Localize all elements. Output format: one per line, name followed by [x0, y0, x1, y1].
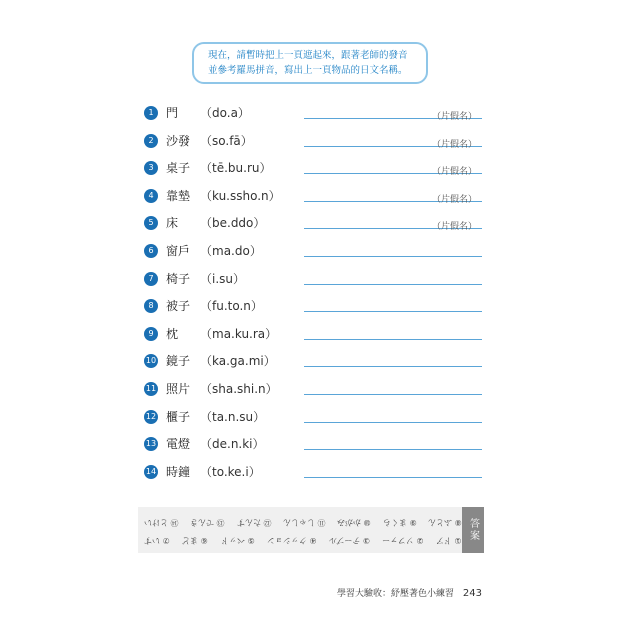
footer-title: 學習大驗收：紓壓著色小練習 — [337, 589, 455, 599]
answer-line[interactable] — [304, 477, 482, 478]
item-number: 9 — [144, 327, 158, 341]
answer-item: ⑨ まくら — [382, 517, 417, 527]
item-word: 沙發 — [166, 133, 191, 148]
page-number: 243 — [462, 588, 482, 599]
item-romaji: （do.a） — [200, 106, 250, 120]
answer-item: ⑫ たんす — [236, 517, 272, 527]
item-romaji: （ta.n.su） — [200, 409, 266, 424]
item-word: 時鐘 — [166, 464, 191, 479]
item-romaji: （be.ddo） — [200, 216, 266, 231]
item-romaji: （ma.ku.ra） — [200, 326, 278, 341]
vocab-row — [144, 324, 484, 344]
item-number: 1 — [144, 106, 158, 120]
vocab-row — [144, 158, 484, 178]
item-word: 門 — [166, 106, 179, 120]
item-word: 照片 — [166, 382, 191, 396]
page-footer — [337, 586, 482, 599]
vocab-row — [144, 379, 484, 399]
item-romaji: （so.fā） — [200, 133, 253, 148]
vocab-row — [144, 351, 484, 371]
item-word: 被子 — [166, 299, 191, 314]
answer-line[interactable] — [304, 311, 482, 312]
answer-item: ① ドア — [436, 535, 462, 545]
item-number: 13 — [144, 437, 158, 451]
item-word: 桌子 — [166, 161, 191, 176]
answer-row-2 — [144, 532, 462, 548]
item-romaji: （fu.to.n） — [200, 299, 263, 314]
item-romaji: （ku.ssho.n） — [200, 188, 281, 203]
item-number: 14 — [144, 465, 158, 479]
item-hint: （片假名） — [432, 167, 478, 178]
vocab-row — [144, 296, 484, 316]
vocab-row — [144, 407, 484, 427]
answer-item: ③ テーブル — [328, 535, 370, 545]
answer-line[interactable] — [304, 339, 482, 340]
item-word: 椅子 — [166, 271, 191, 286]
answer-item: ⑧ ふとん — [428, 517, 462, 527]
item-romaji: （ka.ga.mi） — [200, 354, 276, 369]
item-hint: （片假名） — [432, 194, 478, 205]
item-word: 櫃子 — [166, 409, 191, 424]
item-romaji: （ma.do） — [200, 244, 262, 258]
item-word: 床 — [166, 216, 179, 231]
item-number: 6 — [144, 244, 158, 258]
item-romaji: （tē.bu.ru） — [200, 161, 272, 176]
instruction-line-2: 並參考羅馬拼音，寫出上一頁物品的日文名稱。 — [208, 65, 408, 76]
answer-item: ⑩ かがみ — [337, 517, 371, 527]
vocab-row — [144, 434, 484, 454]
item-number: 11 — [144, 382, 158, 396]
answer-line[interactable] — [304, 284, 482, 285]
answer-line[interactable] — [304, 256, 482, 257]
instruction-line-1: 現在，請暫時把上一頁遮起來，跟著老師的發音 — [208, 50, 408, 61]
answer-item: ⑭ とけい — [144, 517, 179, 527]
item-hint: （片假名） — [432, 139, 478, 150]
vocab-row — [144, 213, 484, 233]
answer-line[interactable] — [304, 422, 482, 423]
item-number: 3 — [144, 161, 158, 175]
item-romaji: （sha.shi.n） — [200, 382, 278, 396]
answer-item: ② ソファー — [382, 535, 424, 545]
item-word: 枕 — [166, 326, 179, 341]
answer-line[interactable] — [304, 394, 482, 395]
item-word: 窗戶 — [166, 244, 191, 258]
answer-item: ⑦ いす — [144, 535, 170, 545]
vocab-row — [144, 103, 484, 123]
vocab-row — [144, 241, 484, 261]
item-hint: （片假名） — [432, 222, 478, 233]
answer-label: 答案 — [462, 507, 484, 553]
item-number: 5 — [144, 216, 158, 230]
item-number: 10 — [144, 354, 158, 368]
item-romaji: （i.su） — [200, 271, 246, 286]
item-romaji: （to.ke.i） — [200, 464, 261, 479]
item-number: 7 — [144, 272, 158, 286]
item-word: 靠墊 — [166, 188, 191, 203]
answer-item: ⑪ しゃしん — [282, 517, 326, 527]
item-number: 8 — [144, 299, 158, 313]
answer-line[interactable] — [304, 366, 482, 367]
item-hint: （片假名） — [432, 112, 478, 122]
vocab-row — [144, 131, 484, 151]
answer-item: ④ クッション — [266, 535, 317, 545]
item-number: 4 — [144, 189, 158, 203]
answer-item: ⑤ ベッド — [220, 535, 255, 545]
item-number: 2 — [144, 134, 158, 148]
item-word: 電燈 — [166, 437, 191, 452]
answer-key — [138, 507, 484, 553]
item-word: 鏡子 — [166, 354, 191, 369]
vocab-row — [144, 462, 484, 482]
answer-line[interactable] — [304, 449, 482, 450]
answer-row-1 — [144, 514, 462, 530]
answer-item: ⑬ でんき — [190, 517, 225, 527]
item-number: 12 — [144, 410, 158, 424]
item-romaji: （de.n.ki） — [200, 437, 265, 452]
answer-item: ⑥ まど — [182, 535, 208, 545]
vocab-row — [144, 186, 484, 206]
instruction-box — [192, 42, 428, 84]
vocab-row — [144, 269, 484, 289]
